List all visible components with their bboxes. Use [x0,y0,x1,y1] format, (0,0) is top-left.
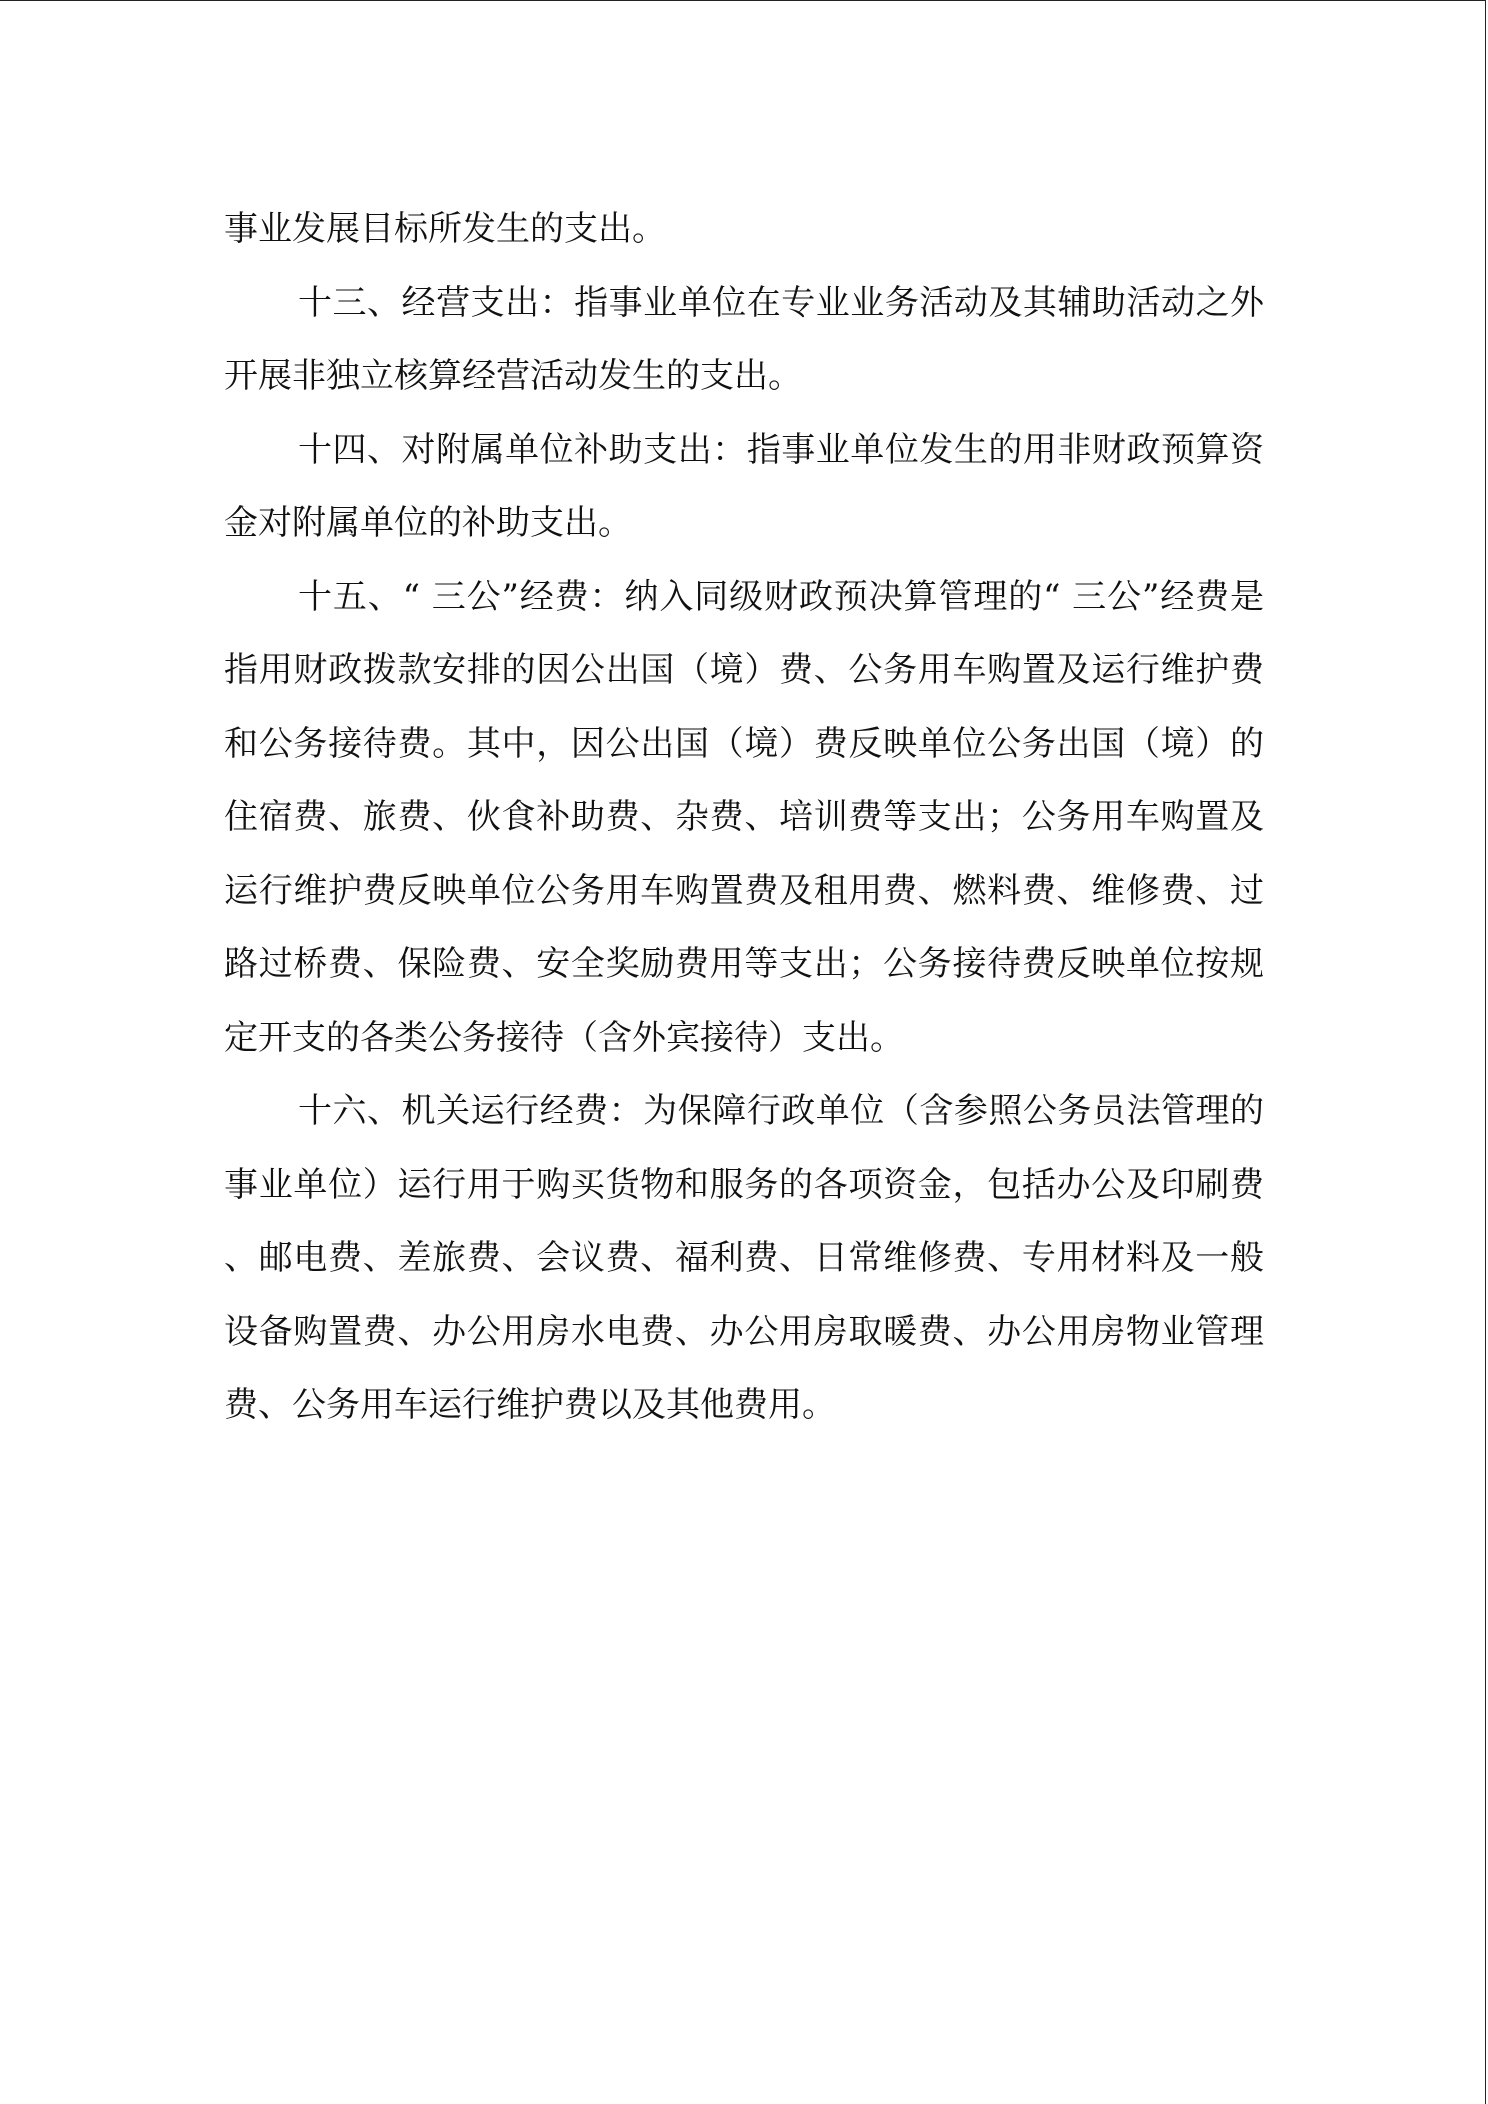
paragraph-operating-expenditure: 十三、经营支出：指事业单位在专业业务活动及其辅助活动之外开展非独立核算经营活动发生的支出。 [224,282,1264,396]
paragraph-continuation: 事业发展目标所发生的支出。 [224,209,666,249]
paragraph-subsidiary-subsidy: 十四、对附属单位补助支出：指事业单位发生的用非财政预算资金对附属单位的补助支出。 [224,429,1264,543]
paragraph-agency-operating-funds: 十六、机关运行经费：为保障行政单位（含参照公务员法管理的事业单位）运行用于购买货物和服务的各项资金，包括办公及印刷费、邮电费、差旅费、会议费、福利费、日常维修费、专用材料及一般设备购置费、办公用房水电费、办公用房取暖费、办公用房物业管理费、公务用车运行维护费以及其他费用。 [224,1091,1264,1425]
document-body [224,193,1264,1443]
paragraph-three-public-expenses: 十五、“ 三公”经费：纳入同级财政预决算管理的“ 三公”经费是指用财政拨款安排的因公出国（境）费、公务用车购置及运行维护费和公务接待费。其中，因公出国（境）费反映单位公务出国（境）的住宿费、旅费、伙食补助费、杂费、培训费等支出；公务用车购置及运行维护费反映单位公务用车购置费及租用费、燃料费、维修费、过路过桥费、保险费、安全奖励费用等支出；公务接待费反映单位按规定开支的各类公务接待（含外宾接待）支出。 [224,576,1264,1058]
